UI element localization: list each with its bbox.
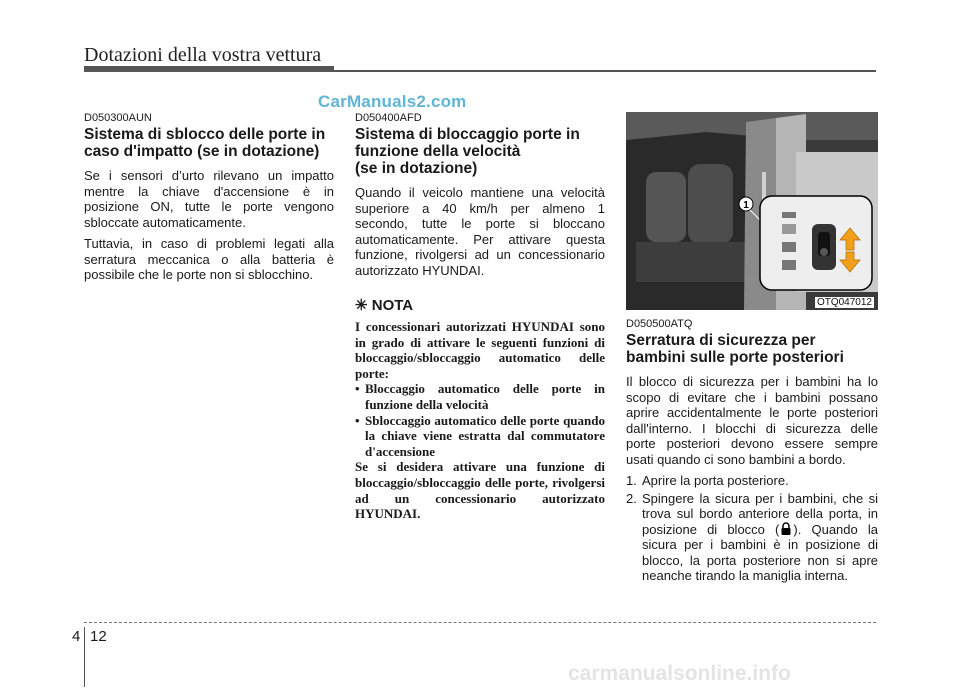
paragraph: Se i sensori d’urto rilevano un impatto mentre la chiave d'accensione è in posizione ON, tutte le porte vengono sbloccate automaticamente. xyxy=(84,168,334,230)
page-header-title: Dotazioni della vostra vettura xyxy=(84,44,322,66)
header-rule-thin xyxy=(334,70,876,72)
paragraph: Il blocco di sicurezza per i bambini ha lo scopo di evitare che i bambini possano aprire accidentalmente le porte posteriori dall'interno. I blocchi di sicurezza delle porte posteriori devono essere sempre usati quando ci sono bambini a bordo. xyxy=(626,374,878,467)
note-outro: Se si desidera attivare una funzione di bloccaggio/sbloccaggio delle porte, rivolgersi ad un concessionario autorizzato HYUNDAI. xyxy=(355,459,605,522)
steps-list xyxy=(626,473,878,584)
footer-separator xyxy=(84,627,85,687)
watermark-bottom: carmanualsonline.info xyxy=(568,662,791,685)
column-impact-unlock xyxy=(84,112,334,289)
section-code: D050300AUN xyxy=(84,112,152,124)
footer-rule xyxy=(84,622,876,623)
figure-caption: OTQ047012 xyxy=(816,297,872,308)
step-text xyxy=(642,491,878,584)
section-heading: Serratura di sicurezza per bambini sulle porte posteriori xyxy=(626,332,844,366)
note-bullet xyxy=(355,413,605,460)
bullet-dot: • xyxy=(355,412,360,428)
section-heading: Sistema di sblocco delle porte in caso d'impatto (se in dotazione) xyxy=(84,126,326,160)
step-text-part: ). Quando la sicura per i bambini è in posizione di blocco, la porta posteriore non si apre neanche tirando la maniglia interna. xyxy=(642,521,878,583)
list-item xyxy=(626,473,878,489)
callout-number: 1 xyxy=(743,200,749,211)
van-interior-illustration xyxy=(626,112,878,310)
header-rule-thick xyxy=(84,66,334,72)
step-text: Aprire la porta posteriore. xyxy=(642,473,789,488)
step-number: 1. xyxy=(626,473,637,488)
section-code: D050500ATQ xyxy=(626,318,693,330)
note-bullet xyxy=(355,381,605,412)
paragraph: Quando il veicolo mantiene una velocità superiore a 40 km/h per almeno 1 secondo, tutte le porte si bloccano automaticamente. Per attivare questa funzione, rivolgersi ad un concessionario autorizzato HYUNDAI. xyxy=(355,185,605,278)
child-lock-figure xyxy=(626,112,878,310)
column-speed-lock xyxy=(355,112,605,522)
section-heading-line: (se in dotazione) xyxy=(355,160,478,177)
paragraph: Tuttavia, in caso di problemi legati alla serratura meccanica o alla batteria è possibile che le porte non si sblocchino. xyxy=(84,236,334,282)
child-lock-detail-inset xyxy=(760,196,872,290)
column-child-lock xyxy=(626,112,878,586)
footer-section-number: 4 xyxy=(72,628,81,645)
section-heading-line: Sistema di bloccaggio porte in funzione della velocità xyxy=(355,126,580,160)
step-text-part: Spingere la sicura per i bambini, che si trova sul bordo anteriore della porta, in posizione di blocco ( xyxy=(642,490,878,537)
step-number: 2. xyxy=(626,490,637,506)
footer-page-number: 12 xyxy=(90,628,107,645)
lock-icon xyxy=(779,522,793,536)
list-item xyxy=(626,491,878,584)
note-intro: I concessionari autorizzati HYUNDAI sono in grado di attivare le seguenti funzioni di bloccaggio/sbloccaggio automatico delle porte: xyxy=(355,319,605,381)
note-bullet-text: Bloccaggio automatico delle porte in funzione della velocità xyxy=(365,381,605,412)
note-bullet-text: Sbloccaggio automatico delle porte quando la chiave viene estratta dal commutatore d'accensione xyxy=(365,412,605,459)
section-heading xyxy=(355,126,605,177)
watermark-top: CarManuals2.com xyxy=(318,92,467,111)
note-title: ✳ NOTA xyxy=(355,297,414,314)
bullet-dot: • xyxy=(355,381,360,397)
section-code: D050400AFD xyxy=(355,112,422,124)
